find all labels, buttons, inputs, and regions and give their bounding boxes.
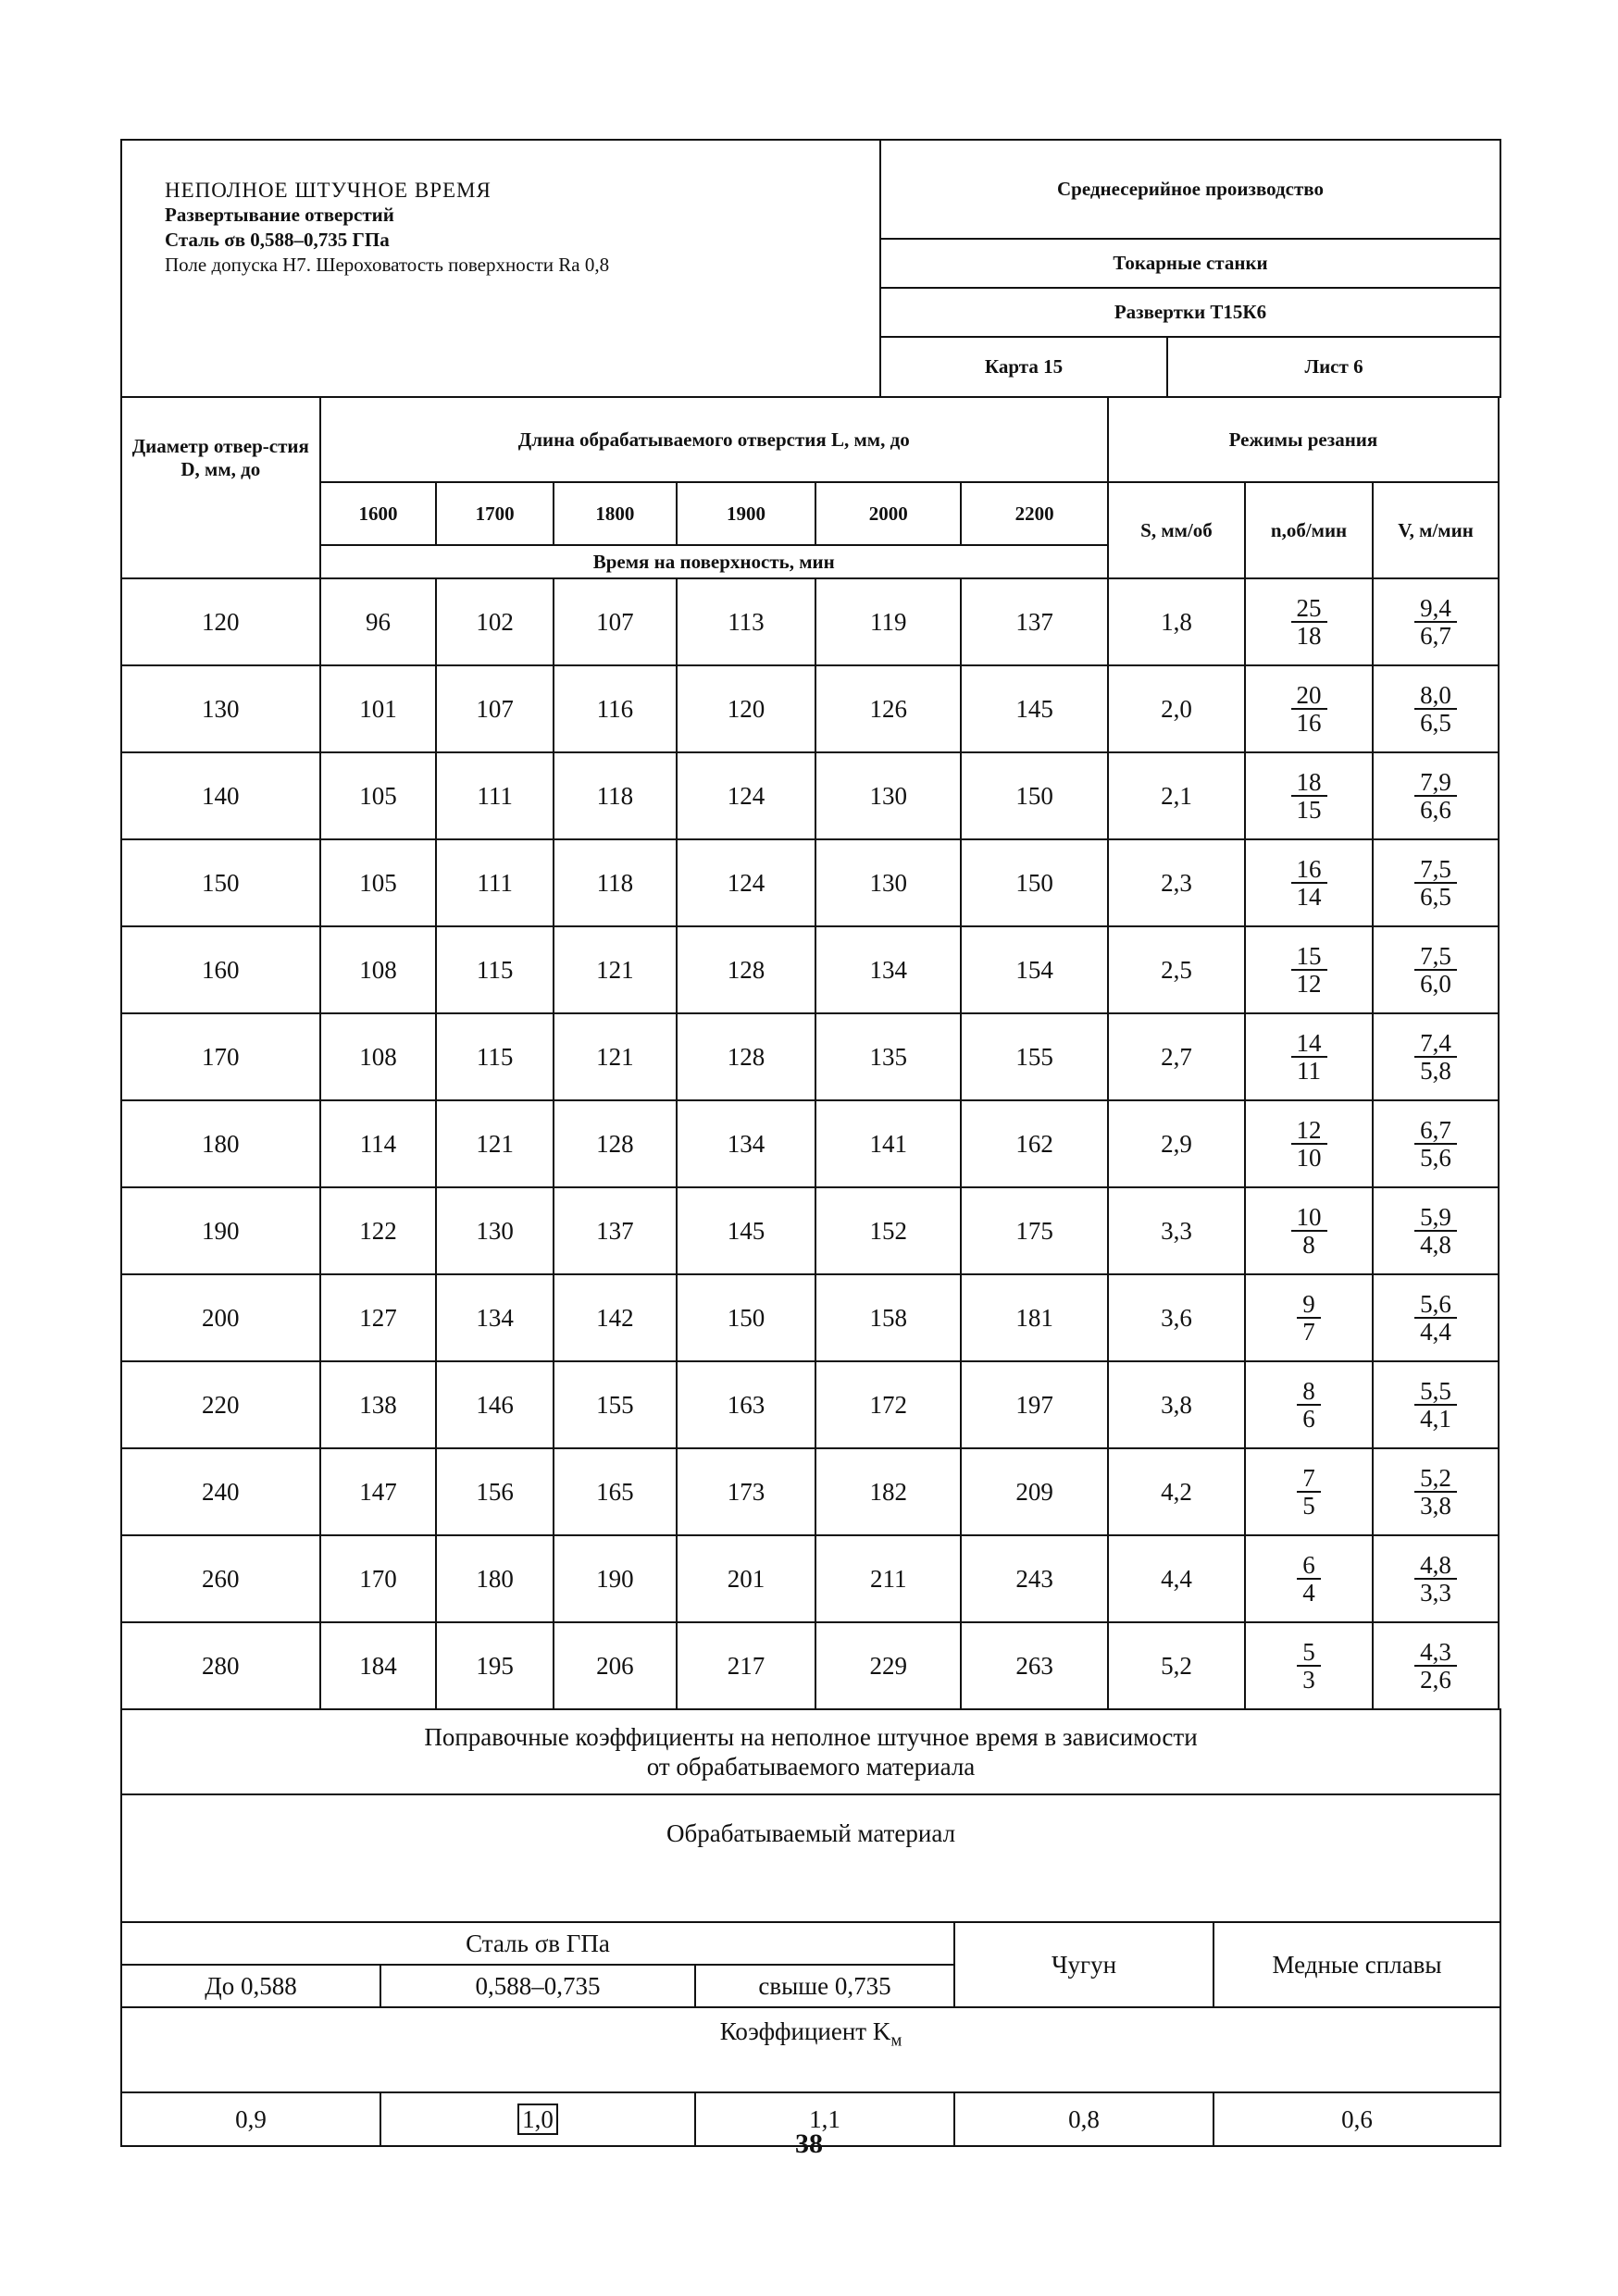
length-3: 1900 — [677, 482, 815, 545]
time-cell: 206 — [554, 1622, 677, 1709]
time-cell: 180 — [436, 1535, 554, 1622]
feed-cell: 3,6 — [1108, 1274, 1245, 1361]
time-cell: 146 — [436, 1361, 554, 1448]
table-body — [121, 578, 1499, 1709]
time-cell: 134 — [677, 1100, 815, 1187]
fraction-numerator: 10 — [1291, 1204, 1327, 1232]
fraction-denominator: 3,3 — [1420, 1579, 1451, 1607]
time-cell: 137 — [961, 578, 1107, 665]
fraction-denominator: 6,7 — [1420, 622, 1451, 650]
speed-cell — [1245, 1448, 1373, 1535]
time-cell: 114 — [320, 1100, 437, 1187]
time-cell: 201 — [677, 1535, 815, 1622]
time-cell: 121 — [554, 1013, 677, 1100]
diameter-cell: 190 — [121, 1187, 320, 1274]
card-number: Карта 15 — [880, 337, 1167, 397]
speed-fraction — [1291, 856, 1327, 910]
steel-range-low: До 0,588 — [121, 1965, 380, 2007]
speed-fraction — [1297, 1639, 1321, 1693]
time-cell: 122 — [320, 1187, 437, 1274]
fraction-denominator: 6,5 — [1420, 709, 1451, 737]
fraction-numerator: 5 — [1297, 1639, 1321, 1667]
coef-value-boxed: 1,0 — [517, 2104, 558, 2135]
time-cell: 102 — [436, 578, 554, 665]
fraction-numerator: 8,0 — [1414, 682, 1457, 710]
speed-cell — [1245, 1361, 1373, 1448]
time-cell: 141 — [815, 1100, 961, 1187]
fraction-numerator: 6 — [1297, 1552, 1321, 1580]
steel-range-mid: 0,588–0,735 — [380, 1965, 695, 2007]
fraction-denominator: 3,8 — [1420, 1492, 1451, 1520]
time-cell: 105 — [320, 752, 437, 839]
diameter-cell: 170 — [121, 1013, 320, 1100]
fraction-numerator: 9,4 — [1414, 595, 1457, 623]
time-cell: 134 — [436, 1274, 554, 1361]
steel-range-high: свыше 0,735 — [695, 1965, 954, 2007]
table-row — [121, 1535, 1499, 1622]
speed-fraction — [1291, 1117, 1327, 1171]
speed-cell — [1245, 1535, 1373, 1622]
time-cell: 111 — [436, 839, 554, 926]
time-cell: 184 — [320, 1622, 437, 1709]
time-cell: 128 — [554, 1100, 677, 1187]
fraction-numerator: 5,2 — [1414, 1465, 1457, 1493]
velocity-fraction — [1414, 1117, 1457, 1171]
time-cell: 158 — [815, 1274, 961, 1361]
fraction-denominator: 4,8 — [1420, 1231, 1451, 1259]
time-cell: 190 — [554, 1535, 677, 1622]
velocity-fraction — [1414, 1639, 1457, 1693]
diameter-cell: 160 — [121, 926, 320, 1013]
speed-fraction — [1291, 1030, 1327, 1084]
fraction-denominator: 11 — [1297, 1057, 1322, 1085]
coefficients-title-line2: от обрабатываемого материала — [646, 1753, 976, 1781]
velocity-cell — [1373, 839, 1499, 926]
machine-type: Токарные станки — [880, 239, 1500, 288]
speed-cell — [1245, 926, 1373, 1013]
fraction-numerator: 7,5 — [1414, 856, 1457, 884]
fraction-denominator: 12 — [1296, 970, 1322, 998]
time-cell: 130 — [815, 839, 961, 926]
time-cell: 124 — [677, 839, 815, 926]
speed-cell — [1245, 1622, 1373, 1709]
velocity-header: V, м/мин — [1373, 482, 1499, 578]
coefficient-label — [121, 2007, 1500, 2092]
time-cell: 127 — [320, 1274, 437, 1361]
speed-cell — [1245, 1187, 1373, 1274]
fraction-numerator: 12 — [1291, 1117, 1327, 1145]
diameter-cell: 120 — [121, 578, 320, 665]
fraction-numerator: 8 — [1297, 1378, 1321, 1406]
fraction-numerator: 25 — [1291, 595, 1327, 623]
fraction-numerator: 4,8 — [1414, 1552, 1457, 1580]
velocity-fraction — [1414, 769, 1457, 823]
fraction-denominator: 16 — [1296, 709, 1322, 737]
speed-cell — [1245, 752, 1373, 839]
time-cell: 243 — [961, 1535, 1107, 1622]
fraction-denominator: 7 — [1302, 1318, 1315, 1346]
fraction-denominator: 14 — [1296, 883, 1322, 911]
velocity-cell — [1373, 1448, 1499, 1535]
diameter-cell: 150 — [121, 839, 320, 926]
time-cell: 181 — [961, 1274, 1107, 1361]
speed-cell — [1245, 1013, 1373, 1100]
velocity-fraction — [1414, 1030, 1457, 1084]
material-label: Сталь σв 0,588–0,735 ГПа — [165, 229, 390, 251]
fraction-numerator: 15 — [1291, 943, 1327, 971]
feed-cell: 2,3 — [1108, 839, 1245, 926]
time-cell: 135 — [815, 1013, 961, 1100]
fraction-denominator: 2,6 — [1420, 1666, 1451, 1694]
feed-cell: 2,7 — [1108, 1013, 1245, 1100]
length-1: 1700 — [436, 482, 554, 545]
time-cell: 111 — [436, 752, 554, 839]
time-cell: 145 — [677, 1187, 815, 1274]
diameter-header: Диаметр отвер-стия D, мм, до — [121, 397, 320, 578]
time-cell: 137 — [554, 1187, 677, 1274]
table-row — [121, 1187, 1499, 1274]
velocity-cell — [1373, 665, 1499, 752]
fraction-numerator: 9 — [1297, 1291, 1321, 1319]
header-block — [120, 139, 1501, 398]
speed-fraction — [1291, 682, 1327, 736]
time-cell: 107 — [436, 665, 554, 752]
fraction-numerator: 7,5 — [1414, 943, 1457, 971]
fraction-denominator: 4,4 — [1420, 1318, 1451, 1346]
table-row — [121, 1622, 1499, 1709]
length-5: 2200 — [961, 482, 1107, 545]
time-cell: 145 — [961, 665, 1107, 752]
fraction-numerator: 4,3 — [1414, 1639, 1457, 1667]
time-cell: 134 — [815, 926, 961, 1013]
fraction-denominator: 3 — [1302, 1666, 1315, 1694]
fraction-numerator: 7 — [1297, 1465, 1321, 1493]
table-row — [121, 839, 1499, 926]
time-cell: 195 — [436, 1622, 554, 1709]
fraction-denominator: 5,8 — [1420, 1057, 1451, 1085]
time-cell: 173 — [677, 1448, 815, 1535]
feed-header: S, мм/об — [1108, 482, 1245, 578]
fraction-numerator: 20 — [1291, 682, 1327, 710]
time-cell: 121 — [436, 1100, 554, 1187]
time-cell: 128 — [677, 926, 815, 1013]
time-cell: 172 — [815, 1361, 961, 1448]
speed-header: n,об/мин — [1245, 482, 1373, 578]
header-description — [121, 140, 880, 397]
velocity-cell — [1373, 926, 1499, 1013]
table-row — [121, 1100, 1499, 1187]
time-cell: 163 — [677, 1361, 815, 1448]
feed-cell: 4,2 — [1108, 1448, 1245, 1535]
speed-cell — [1245, 1100, 1373, 1187]
time-cell: 182 — [815, 1448, 961, 1535]
time-cell: 124 — [677, 752, 815, 839]
feed-cell: 2,9 — [1108, 1100, 1245, 1187]
time-cell: 209 — [961, 1448, 1107, 1535]
fraction-denominator: 6 — [1302, 1405, 1315, 1433]
copper-header: Медные сплавы — [1214, 1922, 1500, 2007]
table-row — [121, 926, 1499, 1013]
table-row — [121, 665, 1499, 752]
feed-cell: 4,4 — [1108, 1535, 1245, 1622]
coef-value-cast-iron: 0,8 — [954, 2092, 1214, 2146]
time-cell: 229 — [815, 1622, 961, 1709]
velocity-cell — [1373, 1622, 1499, 1709]
time-header: Время на поверхность, мин — [320, 545, 1108, 578]
velocity-fraction — [1414, 1465, 1457, 1519]
velocity-fraction — [1414, 943, 1457, 997]
speed-cell — [1245, 665, 1373, 752]
time-cell: 118 — [554, 752, 677, 839]
table-row — [121, 752, 1499, 839]
time-cell: 197 — [961, 1361, 1107, 1448]
time-cell: 119 — [815, 578, 961, 665]
time-cell: 142 — [554, 1274, 677, 1361]
table-row — [121, 1448, 1499, 1535]
time-cell: 150 — [961, 752, 1107, 839]
feed-cell: 2,1 — [1108, 752, 1245, 839]
lengths-row — [121, 482, 1499, 545]
velocity-fraction — [1414, 856, 1457, 910]
time-cell: 211 — [815, 1535, 961, 1622]
speed-cell — [1245, 578, 1373, 665]
diameter-cell: 180 — [121, 1100, 320, 1187]
time-cell: 175 — [961, 1187, 1107, 1274]
velocity-fraction — [1414, 682, 1457, 736]
time-cell: 128 — [677, 1013, 815, 1100]
fraction-denominator: 6,6 — [1420, 796, 1451, 824]
velocity-cell — [1373, 1274, 1499, 1361]
coef-value-steel-low: 0,9 — [121, 2092, 380, 2146]
tool-type: Развертки Т15К6 — [880, 288, 1500, 337]
velocity-cell — [1373, 1187, 1499, 1274]
speed-fraction — [1297, 1552, 1321, 1606]
length-4: 2000 — [815, 482, 961, 545]
fraction-denominator: 10 — [1296, 1144, 1322, 1172]
steel-header: Сталь σв ГПа — [121, 1922, 954, 1965]
production-type: Среднесерийное производство — [880, 140, 1500, 239]
speed-fraction — [1291, 769, 1327, 823]
feed-cell: 5,2 — [1108, 1622, 1245, 1709]
material-header: Обрабатываемый материал — [121, 1794, 1500, 1922]
coefficient-subscript: м — [890, 2030, 902, 2051]
fraction-numerator: 5,9 — [1414, 1204, 1457, 1232]
time-cell: 115 — [436, 926, 554, 1013]
modes-header: Режимы резания — [1108, 397, 1499, 482]
time-cell: 162 — [961, 1100, 1107, 1187]
fraction-numerator: 14 — [1291, 1030, 1327, 1058]
diameter-cell: 240 — [121, 1448, 320, 1535]
time-cell: 217 — [677, 1622, 815, 1709]
cast-iron-header: Чугун — [954, 1922, 1214, 2007]
diameter-cell: 260 — [121, 1535, 320, 1622]
fraction-denominator: 6,0 — [1420, 970, 1451, 998]
time-cell: 113 — [677, 578, 815, 665]
time-cell: 150 — [961, 839, 1107, 926]
diameter-cell: 280 — [121, 1622, 320, 1709]
velocity-fraction — [1414, 1552, 1457, 1606]
feed-cell: 3,3 — [1108, 1187, 1245, 1274]
speed-fraction — [1297, 1291, 1321, 1345]
feed-cell: 2,0 — [1108, 665, 1245, 752]
speed-fraction — [1291, 943, 1327, 997]
fraction-denominator: 8 — [1302, 1231, 1315, 1259]
length-0: 1600 — [320, 482, 437, 545]
velocity-cell — [1373, 1361, 1499, 1448]
length-header: Длина обрабатываемого отверстия L, мм, до — [320, 397, 1108, 482]
fraction-denominator: 6,5 — [1420, 883, 1451, 911]
time-cell: 120 — [677, 665, 815, 752]
table-row — [121, 578, 1499, 665]
sheet-number: Лист 6 — [1167, 337, 1500, 397]
speed-cell — [1245, 839, 1373, 926]
time-cell: 155 — [554, 1361, 677, 1448]
time-cell: 154 — [961, 926, 1107, 1013]
time-cell: 156 — [436, 1448, 554, 1535]
velocity-cell — [1373, 752, 1499, 839]
time-cell: 105 — [320, 839, 437, 926]
velocity-fraction — [1414, 1204, 1457, 1258]
fraction-numerator: 7,4 — [1414, 1030, 1457, 1058]
time-cell: 155 — [961, 1013, 1107, 1100]
feed-cell: 2,5 — [1108, 926, 1245, 1013]
time-cell: 165 — [554, 1448, 677, 1535]
table-row — [121, 1274, 1499, 1361]
speed-fraction — [1291, 595, 1327, 649]
fraction-numerator: 5,6 — [1414, 1291, 1457, 1319]
velocity-cell — [1373, 578, 1499, 665]
time-cell: 108 — [320, 926, 437, 1013]
coefficient-label-text: Коэффициент K — [719, 2017, 891, 2045]
page-number: 38 — [795, 2128, 823, 2159]
fraction-denominator: 4 — [1302, 1579, 1315, 1607]
speed-fraction — [1297, 1465, 1321, 1519]
fraction-denominator: 5,6 — [1420, 1144, 1451, 1172]
speed-fraction — [1297, 1378, 1321, 1432]
time-cell: 130 — [815, 752, 961, 839]
feed-cell: 3,8 — [1108, 1361, 1245, 1448]
velocity-cell — [1373, 1100, 1499, 1187]
time-cell: 138 — [320, 1361, 437, 1448]
table-row — [121, 1013, 1499, 1100]
tolerance-label: Поле допуска Н7. Шероховатость поверхности Ra 0,8 — [165, 254, 610, 276]
feed-cell: 1,8 — [1108, 578, 1245, 665]
fraction-denominator: 4,1 — [1420, 1405, 1451, 1433]
speed-fraction — [1291, 1204, 1327, 1258]
fraction-numerator: 5,5 — [1414, 1378, 1457, 1406]
time-cell: 147 — [320, 1448, 437, 1535]
diameter-cell: 140 — [121, 752, 320, 839]
coefficients-title — [121, 1709, 1500, 1794]
velocity-fraction — [1414, 1378, 1457, 1432]
time-cell: 108 — [320, 1013, 437, 1100]
fraction-denominator: 15 — [1296, 796, 1322, 824]
velocity-cell — [1373, 1013, 1499, 1100]
time-table — [120, 396, 1500, 1710]
speed-cell — [1245, 1274, 1373, 1361]
fraction-numerator: 16 — [1291, 856, 1327, 884]
coef-value-copper: 0,6 — [1214, 2092, 1500, 2146]
time-cell: 101 — [320, 665, 437, 752]
diameter-cell: 220 — [121, 1361, 320, 1448]
fraction-numerator: 6,7 — [1414, 1117, 1457, 1145]
page-title: НЕПОЛНОЕ ШТУЧНОЕ ВРЕМЯ — [165, 179, 492, 202]
velocity-cell — [1373, 1535, 1499, 1622]
time-cell: 96 — [320, 578, 437, 665]
diameter-cell: 200 — [121, 1274, 320, 1361]
length-2: 1800 — [554, 482, 677, 545]
coefficients-title-line1: Поправочные коэффициенты на неполное штучное время в зависимости — [424, 1723, 1198, 1751]
time-cell: 121 — [554, 926, 677, 1013]
coef-value-steel-high: 1,1 — [695, 2092, 954, 2146]
velocity-fraction — [1414, 1291, 1457, 1345]
time-cell: 170 — [320, 1535, 437, 1622]
fraction-numerator: 7,9 — [1414, 769, 1457, 797]
coefficients-block — [120, 1708, 1501, 2147]
time-cell: 263 — [961, 1622, 1107, 1709]
time-cell: 115 — [436, 1013, 554, 1100]
operation-label: Развертывание отверстий — [165, 204, 394, 226]
velocity-fraction — [1414, 595, 1457, 649]
fraction-numerator: 18 — [1291, 769, 1327, 797]
time-cell: 130 — [436, 1187, 554, 1274]
table-row — [121, 1361, 1499, 1448]
fraction-denominator: 18 — [1296, 622, 1322, 650]
fraction-denominator: 5 — [1302, 1492, 1315, 1520]
time-cell: 116 — [554, 665, 677, 752]
time-cell: 107 — [554, 578, 677, 665]
time-cell: 126 — [815, 665, 961, 752]
diameter-cell: 130 — [121, 665, 320, 752]
document-sheet — [120, 139, 1500, 2147]
time-cell: 118 — [554, 839, 677, 926]
time-cell: 150 — [677, 1274, 815, 1361]
time-cell: 152 — [815, 1187, 961, 1274]
